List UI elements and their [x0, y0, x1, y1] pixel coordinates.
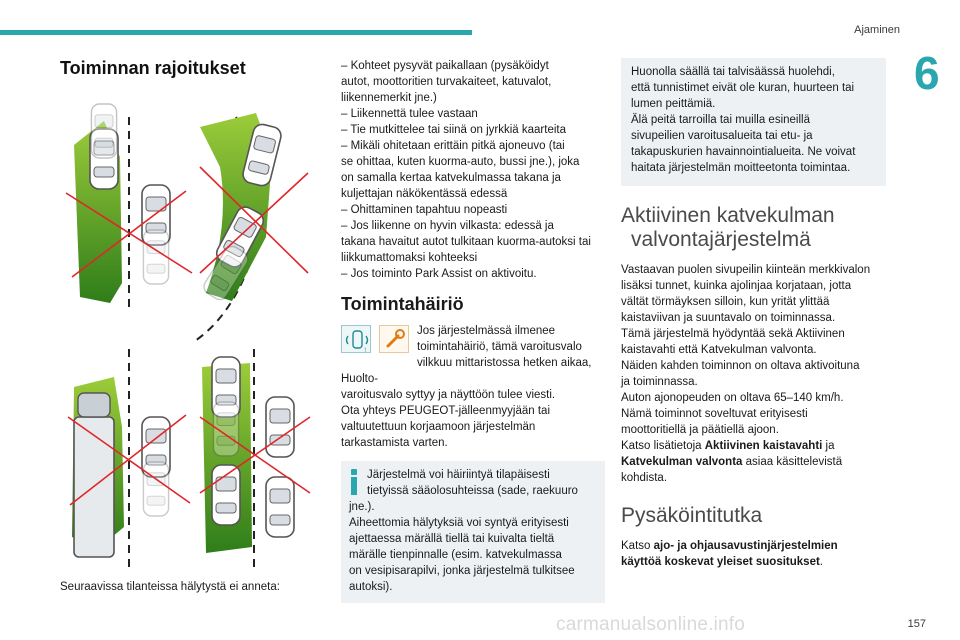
section-title-active-blind-spot: [621, 204, 886, 252]
note-line: haitata järjestelmän moitteetonta toimintaa.: [631, 162, 851, 174]
scene-parked-objects: [66, 104, 192, 309]
ref-text: ja: [822, 440, 835, 452]
info-note-weather: [341, 461, 605, 603]
scene-heavy-traffic: [200, 349, 310, 567]
watermark: carmanualsonline.info: [556, 614, 746, 635]
column-middle: [341, 58, 605, 603]
body-line: kaistavahti että Katvekulman valvonta.: [621, 344, 817, 356]
mal-line: valtuutettuun korjaamoon järjestelmän: [341, 421, 536, 433]
list-line: takana havaitut autot tulkitaan kuorma-autoksi tai: [341, 236, 591, 248]
body-line: vältät törmäyksen silloin, kun yrität ylittää: [621, 296, 830, 308]
running-head: Ajaminen: [854, 24, 900, 36]
limitations-list: [341, 58, 605, 282]
note-line: Aiheettomia hälytyksiä voi syntyä erityisesti: [349, 517, 569, 529]
column-left: [60, 58, 315, 595]
list-line: – Jos toiminto Park Assist on aktivoitu.: [341, 268, 537, 280]
reference-line: kohdista.: [621, 472, 668, 484]
ref-text: Katso: [621, 540, 654, 552]
active-blind-spot-text: [621, 262, 886, 486]
body-line: ja toiminnassa.: [621, 376, 698, 388]
chapter-number: 6: [914, 47, 940, 99]
body-line: moottoritiellä ja päätiellä ajoon.: [621, 424, 779, 436]
list-line: liikennemerkit jne.): [341, 92, 437, 104]
list-line: – Kohteet pysyvät paikallaan (pysäköidyt: [341, 60, 549, 72]
note-sensors: [621, 58, 886, 186]
section-title-malfunction: Toimintahäiriö: [341, 294, 464, 314]
mal-line: toimintahäiriö, tämä varoitusvalo: [417, 341, 582, 353]
note-line: takapuskurien havainnointialueita. Ne voivat: [631, 146, 856, 158]
reference-line: [621, 454, 886, 470]
mal-line: tarkastamista varten.: [341, 437, 448, 449]
scene-long-vehicle: [68, 349, 190, 567]
ref-text: .: [819, 556, 823, 568]
mal-line: Jos järjestelmässä ilmenee: [417, 325, 556, 337]
mal-line: vilkkuu mittaristossa hetken aikaa, Huolto-: [341, 357, 592, 385]
note-line: että tunnistimet eivät ole kuran, huurteen tai: [631, 82, 855, 94]
title-line: Aktiivinen katvekulman: [621, 204, 835, 227]
ref-text: Katso lisätietoja: [621, 440, 705, 452]
ref-link-general-recommendations[interactable]: ajo- ja ohjausavustinjärjestelmien: [653, 540, 838, 552]
wrench-icon: [379, 325, 409, 353]
scene-curving-road: [192, 113, 308, 343]
ref-link-blind-spot[interactable]: Katvekulman valvonta: [621, 456, 743, 468]
malfunction-text: [341, 323, 605, 451]
reference-line: [621, 554, 886, 570]
note-line: jne.).: [349, 501, 375, 513]
reference-line: [621, 538, 886, 554]
list-line: autot, moottoritien turvakaiteet, katuvalot,: [341, 76, 552, 88]
list-line: – Ohittaminen tapahtuu nopeasti: [341, 204, 508, 216]
note-line: on vesipisarapilvi, jonka järjestelmä tulkitsee: [349, 565, 575, 577]
note-line: tietyissä sääolosuhteissa (sade, raekuuro: [367, 485, 578, 497]
title-line: valvontajärjestelmä: [631, 228, 811, 251]
warning-lamps: [341, 325, 411, 355]
figure-caption: Seuraavissa tilanteissa hälytystä ei anneta:: [60, 581, 280, 593]
body-line: kaistaviivan ja suuntavalo on toiminnassa.: [621, 312, 836, 324]
chapter-tab: [908, 42, 960, 108]
note-line: sivupeilien varoitusalueita tai etu- ja: [631, 130, 813, 142]
list-line: – Liikennettä tulee vastaan: [341, 108, 478, 120]
ref-text: asiaa käsittelevistä: [742, 456, 843, 468]
section-title-limitations: Toiminnan rajoitukset: [60, 58, 246, 78]
note-line: lumen peittämiä.: [631, 98, 716, 110]
blind-spot-warning-icon: [341, 325, 371, 353]
note-line: autoksi).: [349, 581, 393, 593]
note-line: ajettaessa märällä tiellä tai kuivalta tieltä: [349, 533, 555, 545]
mal-line: Ota yhteys PEUGEOT-jälleenmyyjään tai: [341, 405, 550, 417]
page-number: 157: [907, 618, 926, 630]
body-line: Näiden kahden toiminnon on oltava aktivoituna: [621, 360, 860, 372]
svg-text:!: !: [364, 347, 367, 354]
section-title-parking-sensors: Pysäköintitutka: [621, 504, 763, 527]
parking-sensors-text: [621, 538, 886, 570]
mal-line: varoitusvalo syttyy ja näyttöön tulee viesti.: [341, 389, 556, 401]
list-line: – Tie mutkittelee tai siinä on jyrkkiä kaarteita: [341, 124, 566, 136]
note-line: Järjestelmä voi häiriintyä tilapäisesti: [367, 469, 550, 481]
ref-link-lane-keeping[interactable]: Aktiivinen kaistavahti: [704, 440, 823, 452]
body-line: Vastaavan puolen sivupeilin kiinteän merkkivalon: [621, 264, 871, 276]
list-line: se ohittaa, kuten kuorma-auto, bussi jne.), joka: [341, 156, 580, 168]
ref-link-general-recommendations-cont[interactable]: käyttöä koskevat yleiset suositukset: [621, 556, 820, 568]
body-line: Nämä toiminnot soveltuvat erityisesti: [621, 408, 808, 420]
header-accent-bar: [0, 30, 472, 35]
info-icon: [349, 469, 359, 499]
column-right: [621, 58, 886, 570]
list-line: on samalla kertaa katvekulmassa takana ja: [341, 172, 561, 184]
reference-line: [621, 438, 886, 454]
list-line: liikkumattomaksi kohteeksi: [341, 252, 478, 264]
blind-spot-diagram: [60, 87, 315, 571]
blind-spot-illustration: [60, 87, 315, 571]
body-line: Auton ajonopeuden on oltava 65–140 km/h.: [621, 392, 844, 404]
list-line: – Mikäli ohitetaan erittäin pitkä ajoneuvo (tai: [341, 140, 565, 152]
body-line: Tämä järjestelmä hyödyntää sekä Aktiivinen: [621, 328, 845, 340]
note-line: Älä peitä tarroilla tai muilla esineillä: [631, 114, 810, 126]
note-line: märälle tienpinnalle (esim. katvekulmassa: [349, 549, 562, 561]
note-line: Huonolla säällä tai talvisäässä huolehdi,: [631, 66, 835, 78]
list-line: – Jos liikenne on hyvin vilkasta: edessä ja: [341, 220, 554, 232]
body-line: lisäksi tunnet, kuinka ajolinjaa korjataan, jotta: [621, 280, 852, 292]
list-line: kuljettajan näkökentässä edessä: [341, 188, 508, 200]
